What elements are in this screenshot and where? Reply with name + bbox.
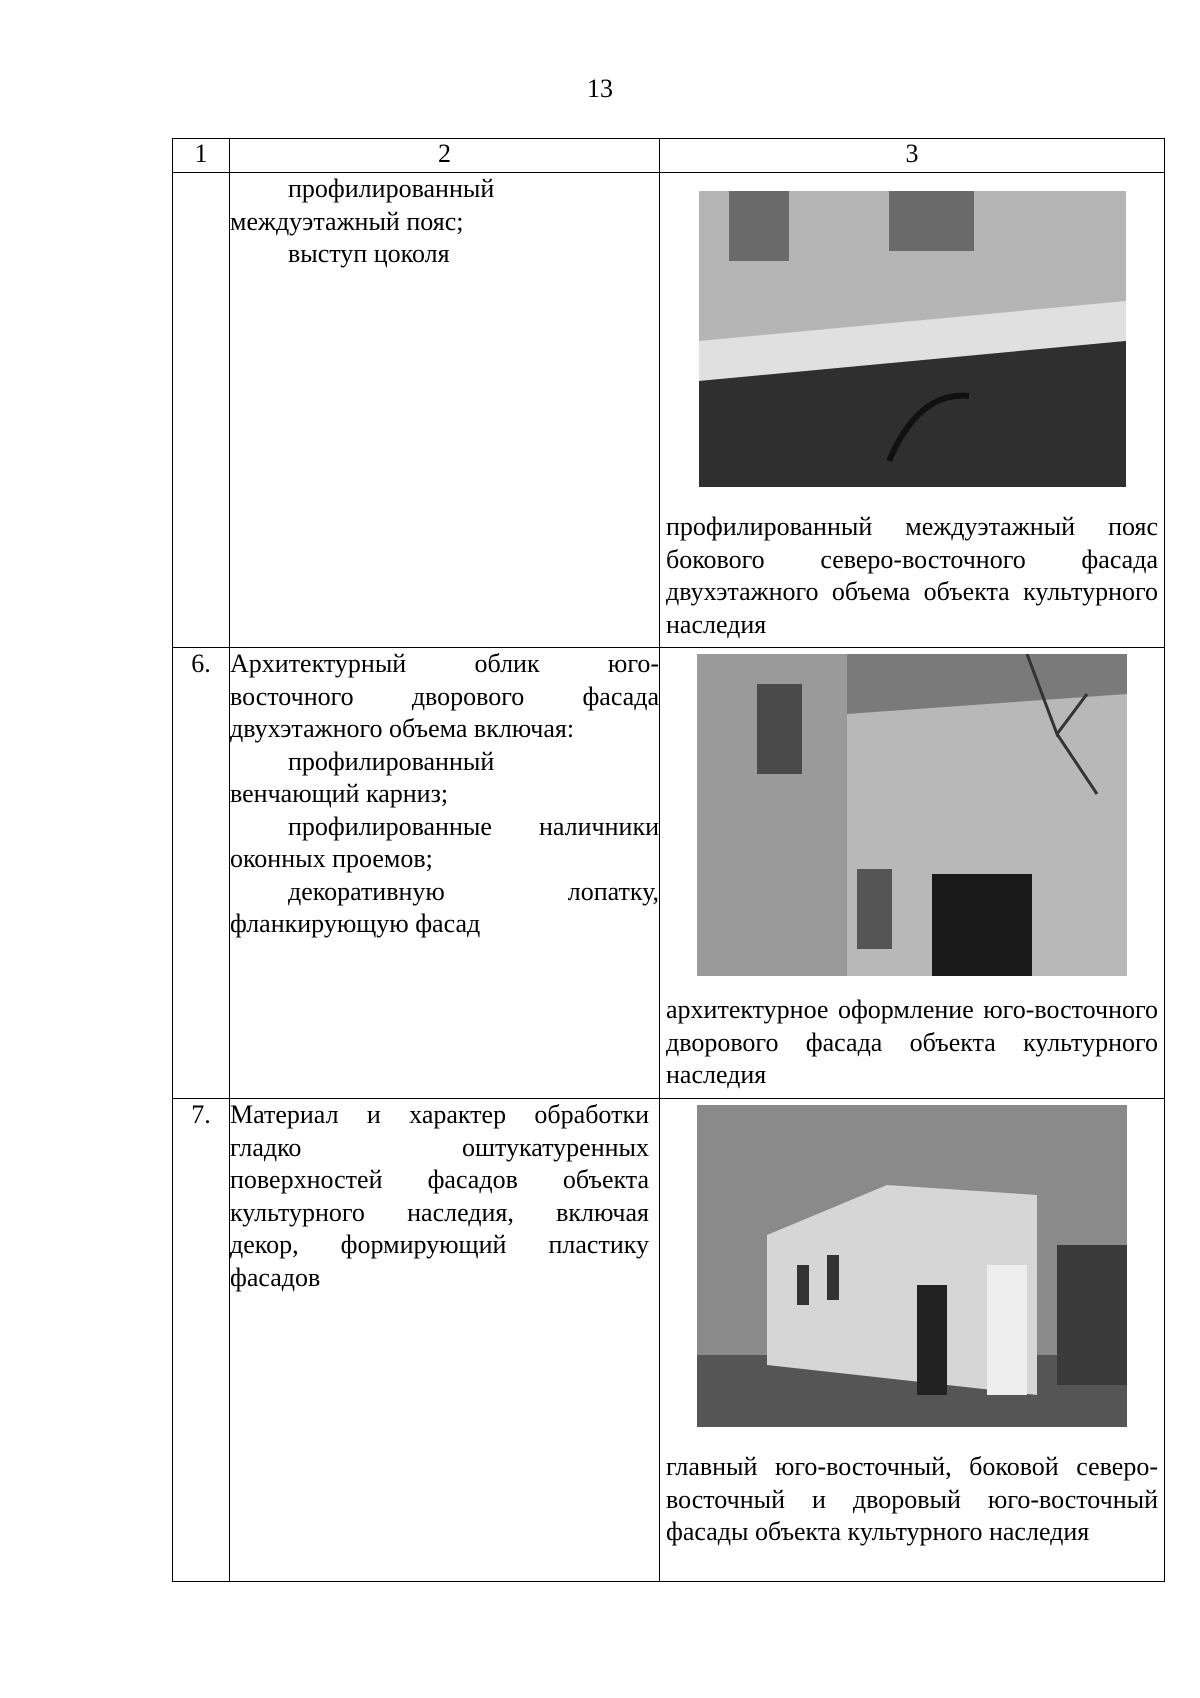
- description-line: профилированный: [288, 746, 495, 776]
- row-description: [230, 173, 660, 648]
- photo-caption: главный юго-восточный, боковой северо-восточный и дворовый юго-восточный фасады объекта культурного наследия: [666, 1452, 1158, 1546]
- row-illustration: [660, 1099, 1165, 1582]
- description-line: междуэтажный пояс;: [230, 206, 464, 236]
- row-description: [230, 648, 660, 1099]
- row-number: 7.: [173, 1099, 230, 1582]
- building-cornice-image: [699, 191, 1126, 487]
- row-number: 6.: [173, 648, 230, 1099]
- photo-caption: профилированный междуэтажный пояс бокового северо-восточного фасада двухэтажного объема объекта культурного наследия: [666, 512, 1158, 639]
- heritage-elements-table: [172, 138, 1165, 1582]
- header-cell-3: 3: [660, 139, 1165, 173]
- table-row: [173, 173, 1165, 648]
- main-facade-image: [697, 1105, 1127, 1427]
- header-cell-2: 2: [230, 139, 660, 173]
- table-row: [173, 1099, 1165, 1582]
- facade-photo: [697, 1105, 1127, 1427]
- page-number: 13: [587, 74, 613, 103]
- facade-photo: [697, 654, 1127, 976]
- courtyard-facade-image: [697, 654, 1127, 976]
- description-line: профилированные наличники оконных проемов;: [230, 811, 659, 873]
- row-illustration: [660, 648, 1165, 1099]
- description-line: венчающий карниз;: [230, 779, 449, 808]
- row-description: [230, 1099, 660, 1582]
- header-cell-1: 1: [173, 139, 230, 173]
- row-illustration: [660, 173, 1165, 648]
- table-header-row: [173, 139, 1165, 173]
- description-line: Архитектурный облик юго-восточного дворового фасада двухэтажного объема включая:: [230, 649, 659, 743]
- facade-photo: [699, 191, 1126, 487]
- row-number: [173, 173, 230, 648]
- description-line: декоративную лопатку, фланкирующую фасад: [230, 876, 659, 938]
- description-line: Материал и характер обработки гладко оштукатуренных поверхностей фасадов объекта культурного наследия, включая декор, формирующий пластику фасадов: [230, 1100, 649, 1292]
- photo-caption: архитектурное оформление юго-восточного дворового фасада объекта культурного наследия: [666, 995, 1158, 1089]
- description-line: выступ цоколя: [288, 239, 450, 268]
- description-line: профилированный: [288, 174, 495, 203]
- table-row: [173, 648, 1165, 1099]
